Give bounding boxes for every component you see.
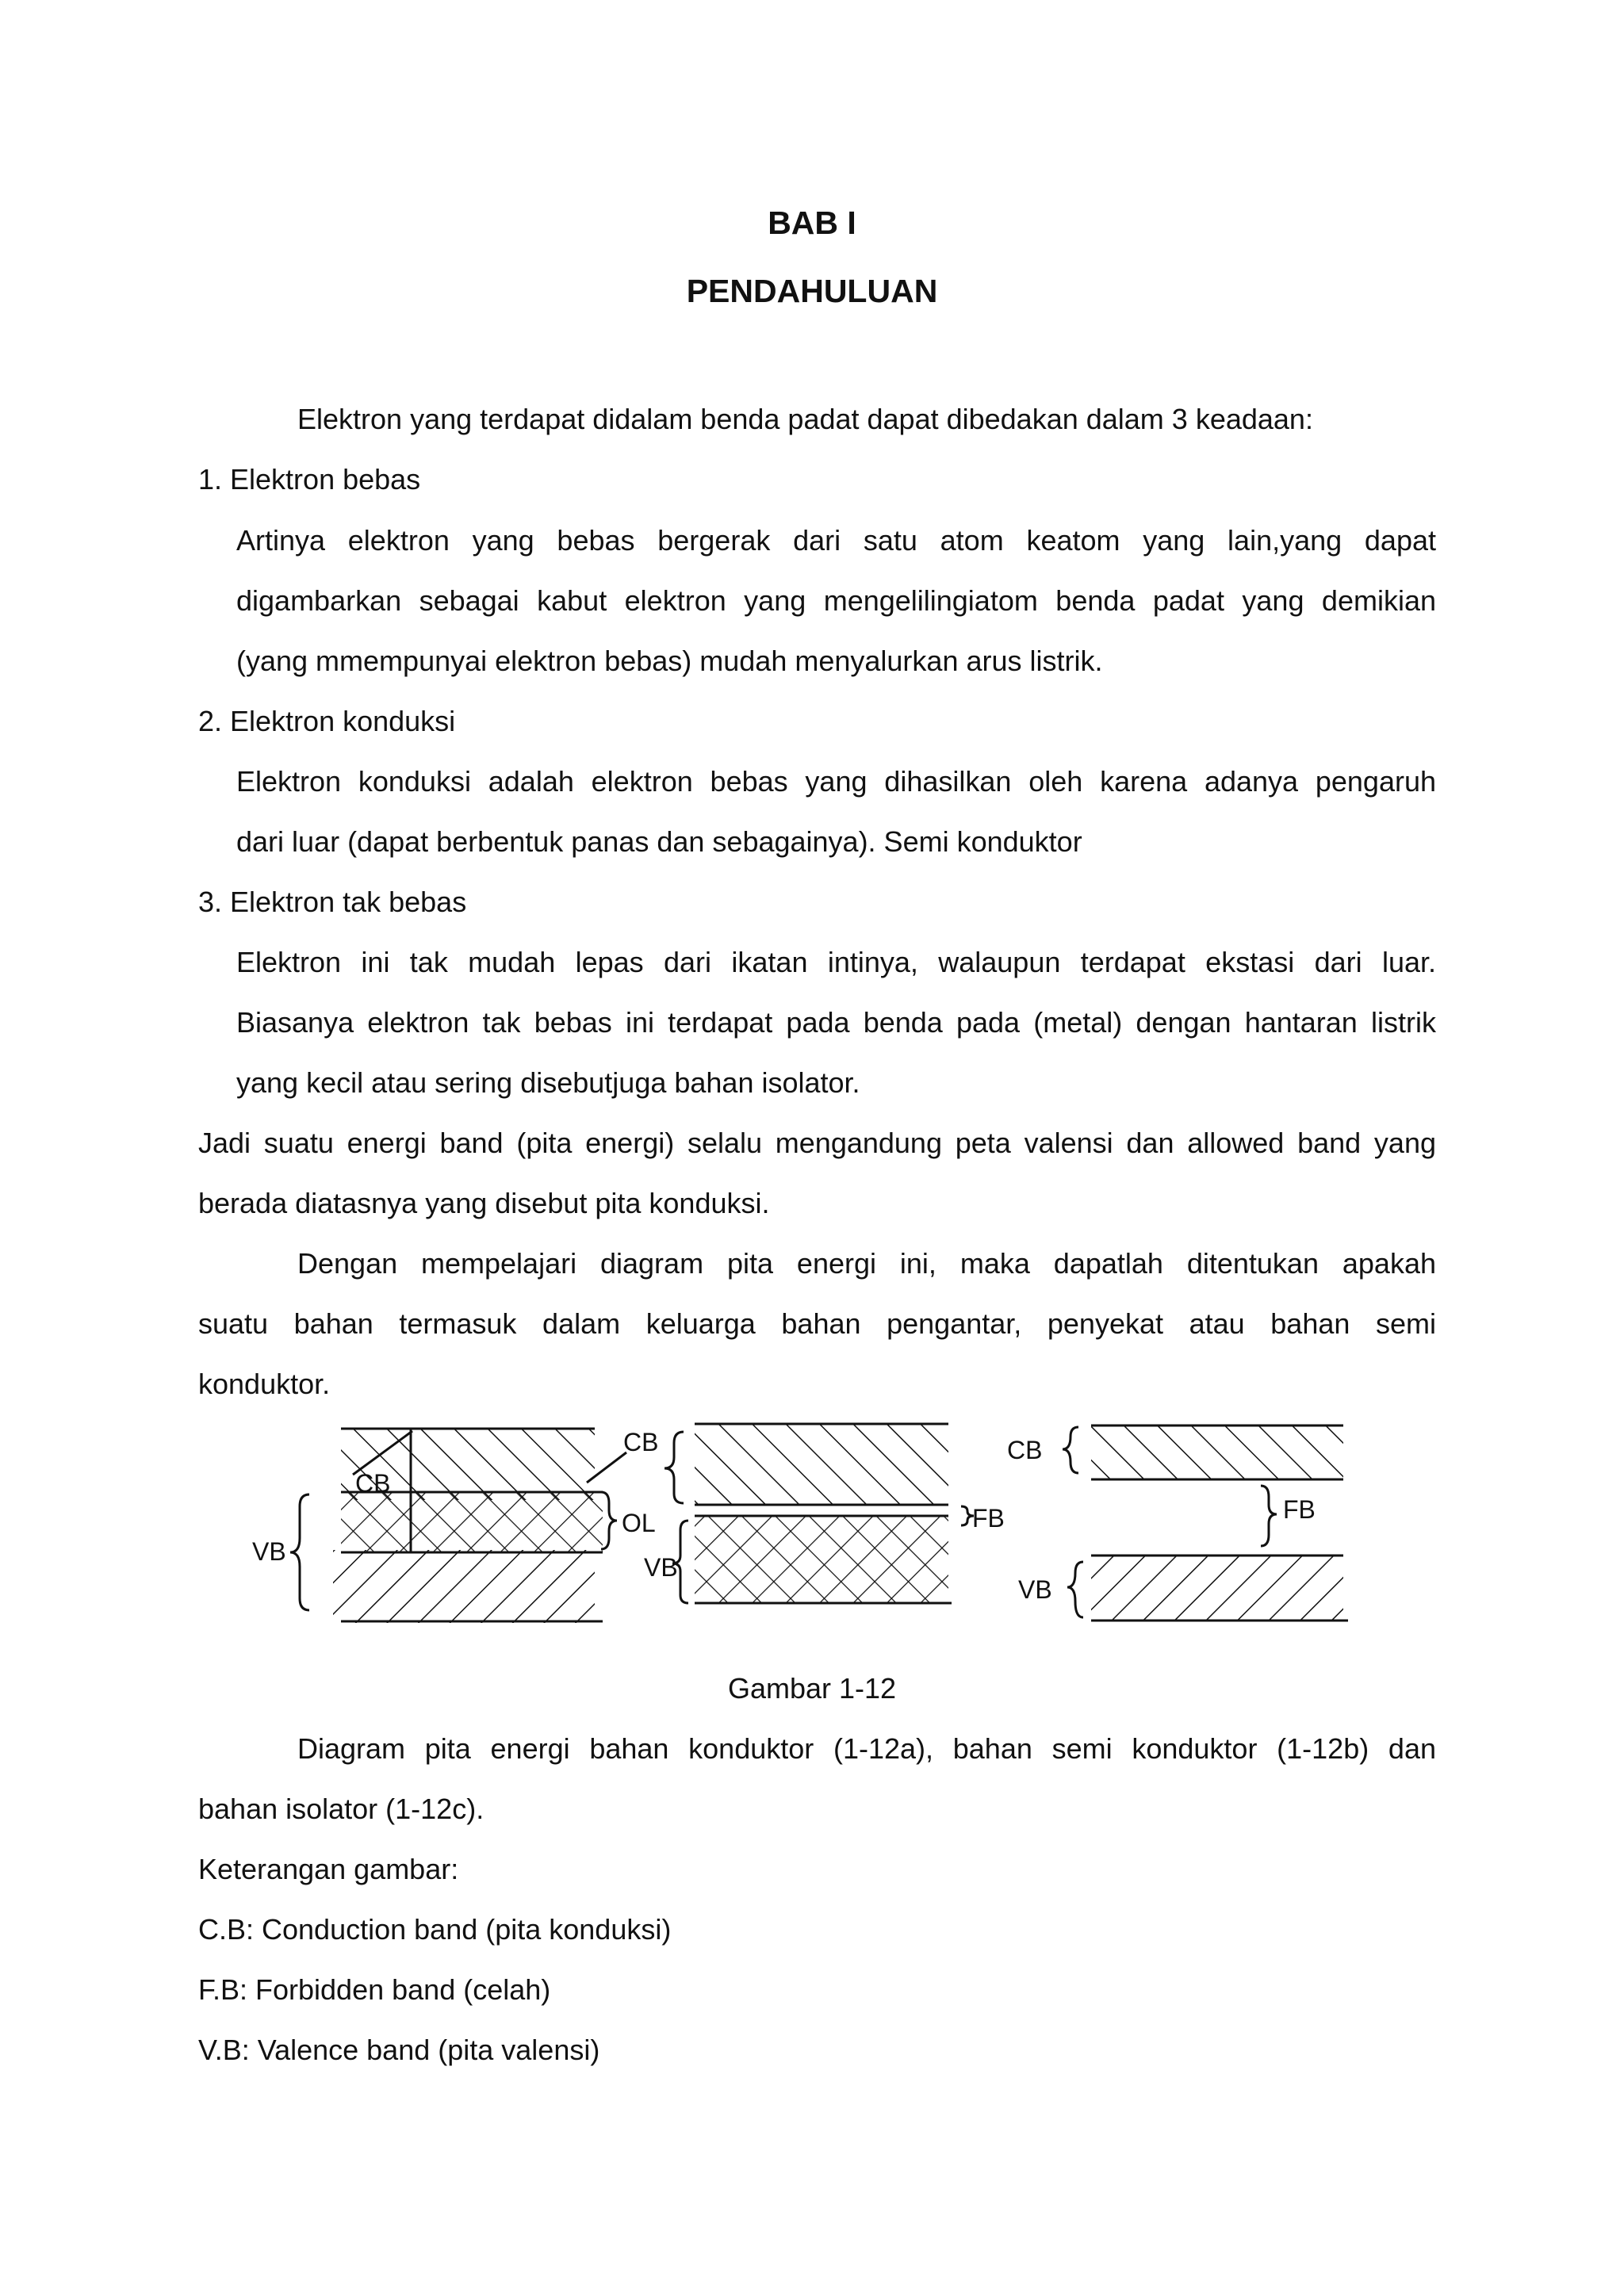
summary-paragraph: Jadi suatu energi band (pita energi) selalu mengandung peta valensi dan allowed band yang bbox=[198, 1127, 1436, 1159]
intro-paragraph: Elektron yang terdapat didalam benda padat dapat dibedakan dalam 3 keadaan: bbox=[297, 403, 1313, 435]
label-ol: OL bbox=[622, 1509, 656, 1537]
conduction-band-region bbox=[1091, 1425, 1343, 1479]
label-vb: VB bbox=[644, 1553, 678, 1582]
figure-description: bahan isolator (1-12c). bbox=[198, 1793, 485, 1825]
list-item-text: dari luar (dapat berbentuk panas dan sebagainya). Semi konduktor bbox=[236, 825, 1082, 858]
overlap-region bbox=[341, 1492, 603, 1552]
figure-caption: Gambar 1-12 bbox=[727, 1672, 897, 1705]
diagram-conductor bbox=[252, 1428, 658, 1623]
list-item-text: Biasanya elektron tak bebas ini terdapat pada benda pada (metal) dengan hantaran listrik bbox=[236, 1006, 1436, 1039]
chapter-title: PENDAHULUAN bbox=[686, 273, 938, 309]
label-vb: VB bbox=[1018, 1575, 1052, 1604]
legend-title: Keterangan gambar: bbox=[198, 1853, 459, 1885]
label-vb: VB bbox=[252, 1537, 286, 1566]
body-paragraph: Dengan mempelajari diagram pita energi ini, maka dapatlah ditentukan apakah bbox=[297, 1247, 1436, 1280]
legend-item: C.B: Conduction band (pita konduksi) bbox=[198, 1913, 672, 1946]
label-fb: FB bbox=[972, 1504, 1005, 1533]
legend-item: F.B: Forbidden band (celah) bbox=[198, 1973, 551, 2006]
body-paragraph: konduktor. bbox=[198, 1368, 331, 1400]
legend-item: V.B: Valence band (pita valensi) bbox=[198, 2034, 600, 2066]
label-cb: CB bbox=[1007, 1436, 1043, 1464]
valence-band-region bbox=[333, 1550, 595, 1623]
valence-band-region bbox=[1091, 1556, 1343, 1621]
diagram-semiconductor bbox=[644, 1424, 1005, 1603]
chapter-number: BAB I bbox=[768, 205, 856, 241]
list-item-text: Artinya elektron yang bebas bergerak dari satu atom keatom yang lain,yang dapat bbox=[236, 524, 1436, 557]
list-item-label: 2. Elektron konduksi bbox=[198, 705, 456, 737]
list-item-label: 1. Elektron bebas bbox=[198, 463, 421, 496]
list-item-text: (yang mmempunyai elektron bebas) mudah menyalurkan arus listrik. bbox=[236, 645, 1103, 677]
figure-description: Diagram pita energi bahan konduktor (1-12a), bahan semi konduktor (1-12b) dan bbox=[297, 1732, 1436, 1765]
list-item-label: 3. Elektron tak bebas bbox=[198, 886, 467, 918]
label-fb: FB bbox=[1283, 1495, 1316, 1524]
list-item-text: Elektron konduksi adalah elektron bebas yang dihasilkan oleh karena adanya pengaruh bbox=[236, 765, 1436, 798]
conduction-band-region bbox=[695, 1424, 948, 1505]
diagram-insulator bbox=[1007, 1425, 1348, 1621]
label-cb-outer: CB bbox=[623, 1428, 659, 1456]
body-paragraph: suatu bahan termasuk dalam keluarga bahan pengantar, penyekat atau bahan semi bbox=[198, 1307, 1436, 1340]
label-cb-inner: CB bbox=[355, 1469, 391, 1498]
summary-paragraph: berada diatasnya yang disebut pita konduksi. bbox=[198, 1187, 770, 1219]
list-item-text: yang kecil atau sering disebutjuga bahan isolator. bbox=[236, 1066, 860, 1099]
list-item-text: digambarkan sebagai kabut elektron yang mengelilingiatom benda padat yang demikian bbox=[236, 584, 1436, 617]
valence-band-region bbox=[695, 1516, 948, 1603]
list-item-text: Elektron ini tak mudah lepas dari ikatan intinya, walaupun terdapat ekstasi dari luar. bbox=[236, 946, 1436, 978]
